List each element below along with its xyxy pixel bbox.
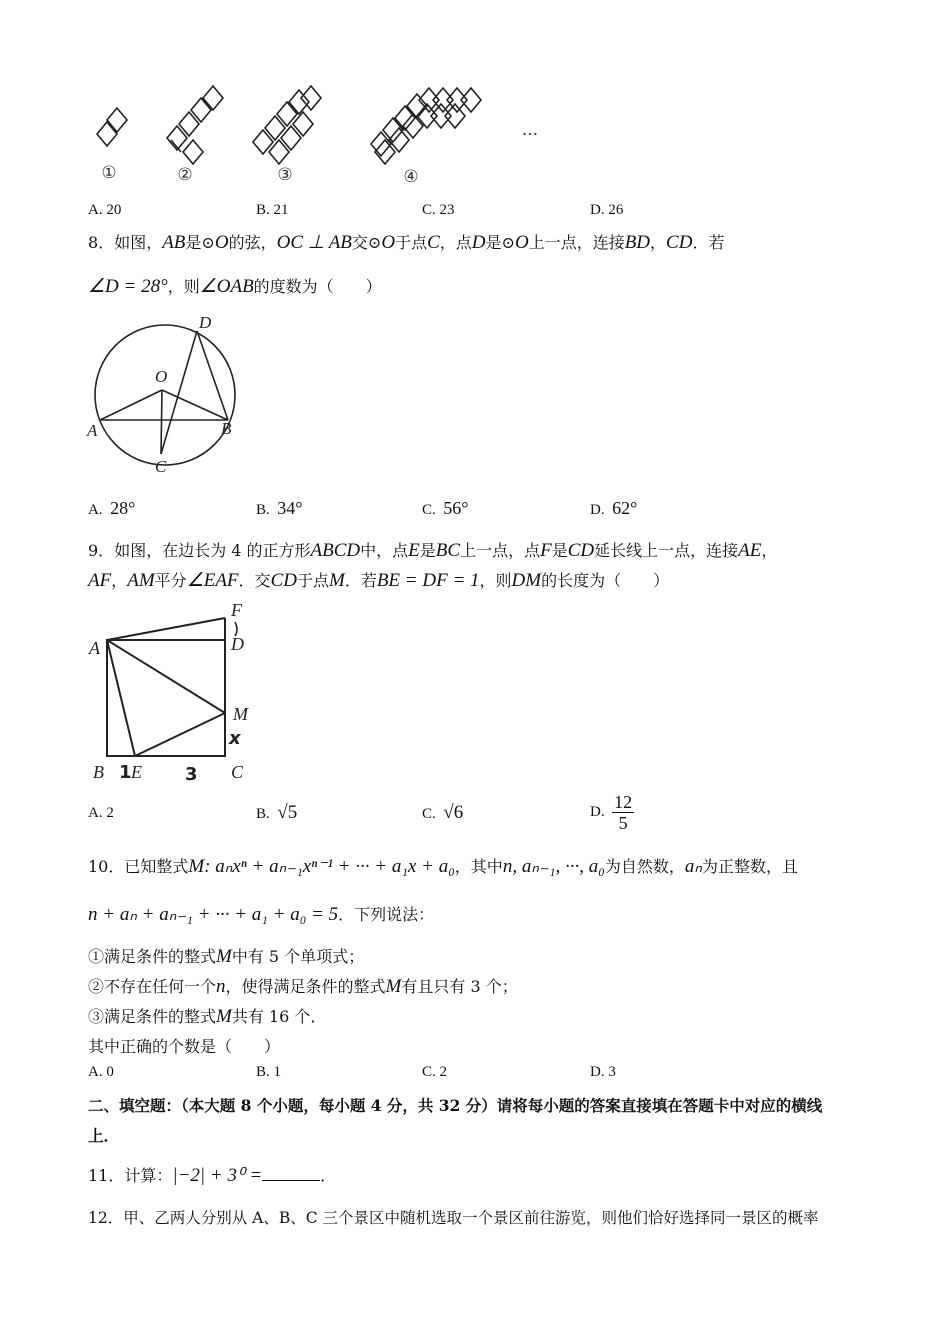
q10-option-d: D. 3 bbox=[590, 1064, 616, 1080]
q8-option-b: B. 34° bbox=[256, 498, 303, 518]
answer-blank[interactable] bbox=[262, 1166, 320, 1181]
q7-option-b: B. 21 bbox=[256, 202, 289, 218]
segment-am bbox=[107, 640, 225, 713]
q10-question: 其中正确的个数是（ ） bbox=[88, 1037, 281, 1056]
figure-label-3: ③ bbox=[277, 165, 293, 185]
q10-option-a: A. 0 bbox=[88, 1064, 114, 1080]
figure-label-2: ② bbox=[177, 165, 193, 185]
rhombus bbox=[253, 86, 321, 164]
q7-option-a: A. 20 bbox=[88, 202, 122, 218]
section-heading-line2: 上． bbox=[88, 1126, 120, 1145]
square-abcd bbox=[107, 640, 225, 756]
point-label-c: C bbox=[155, 457, 167, 476]
segment-af bbox=[107, 618, 225, 640]
point-label-b: B bbox=[221, 419, 232, 438]
q8-stem-line2: ∠D = 28°，则∠OAB的度数为（ ） bbox=[88, 276, 382, 297]
rhombus bbox=[97, 108, 127, 146]
rhombus bbox=[371, 88, 481, 164]
square-figure bbox=[85, 598, 265, 784]
segment-oc bbox=[161, 390, 162, 454]
ellipsis: ··· bbox=[521, 125, 539, 145]
segment-ae bbox=[107, 640, 135, 756]
rhombus-pattern-figure bbox=[85, 82, 555, 192]
q10-stem-line1: 10．已知整式M: aₙxⁿ + aₙ₋₁xⁿ⁻¹ + ··· + a₁x + a₀，其中n, aₙ₋₁, ···, a₀为自然数，aₙ为正整数，且 bbox=[88, 856, 798, 877]
q9-option-d: D. $\frac{12}{5}$ bbox=[590, 792, 633, 833]
q10-stem-line2: n + aₙ + aₙ₋₁ + ··· + a₁ + a₀ = 5．下列说法： bbox=[88, 904, 435, 925]
section-heading-line1: 二、填空题：（本大题 8 个小题，每小题 4 分，共 32 分）请将每小题的答案直接填在答题卡中对应的横线 bbox=[88, 1096, 823, 1115]
q10-option-b: B. 1 bbox=[256, 1064, 282, 1080]
q9-option-c: C. √6 bbox=[422, 802, 464, 823]
q9-stem-line1: 9．如图，在边长为 4 的正方形ABCD中，点E是BC上一点，点F是CD延长线上一点，连接AE， bbox=[88, 540, 778, 561]
rhombus bbox=[167, 86, 223, 164]
q8-option-d: D. 62° bbox=[590, 498, 638, 518]
circle-o bbox=[95, 325, 235, 465]
point-label-a: A bbox=[89, 638, 100, 658]
q8-option-a: A. 28° bbox=[88, 498, 136, 518]
figure-label-4: ④ bbox=[403, 167, 419, 187]
point-label-e: E bbox=[131, 762, 142, 782]
q10-statement-2: ②不存在任何一个n，使得满足条件的整式M有且只有 3 个； bbox=[88, 976, 518, 997]
q10-option-c: C. 2 bbox=[422, 1064, 448, 1080]
point-label-o: O bbox=[155, 367, 168, 386]
q8-option-c: C. 56° bbox=[422, 498, 469, 518]
q9-option-a: A. 2 bbox=[88, 805, 114, 821]
point-label-m: M bbox=[233, 704, 248, 724]
q11-stem: 11．计算：|−2| + 3⁰ = ． bbox=[88, 1165, 337, 1186]
q7-option-c: C. 23 bbox=[422, 202, 455, 218]
segment-em bbox=[135, 713, 225, 756]
q7-option-d: D. 26 bbox=[590, 202, 624, 218]
point-label-b: B bbox=[93, 762, 104, 782]
q12-stem: 12．甲、乙两人分别从 A、B、C 三个景区中随机选取一个景区前往游览，则他们恰好选择同一景区的概率 bbox=[88, 1209, 819, 1227]
point-label-a: A bbox=[87, 421, 98, 440]
q10-statement-3: ③满足条件的整式M共有 16 个． bbox=[88, 1006, 327, 1027]
q9-option-b: B. √5 bbox=[256, 802, 298, 823]
segment-oa bbox=[100, 390, 162, 420]
figure-label-1: ① bbox=[101, 163, 117, 183]
point-label-c: C bbox=[231, 762, 244, 782]
handwritten-3: 3 bbox=[185, 764, 198, 784]
handwritten-1: 1 bbox=[119, 762, 132, 783]
point-label-f: F bbox=[231, 600, 242, 620]
fraction: $\frac{12}{5}$ bbox=[614, 792, 633, 833]
circle-figure bbox=[85, 312, 245, 477]
q9-stem-line2: AF，AM平分∠EAF．交CD于点M．若BE = DF = 1，则DM的长度为（ ） bbox=[88, 570, 670, 591]
point-label-d: D bbox=[231, 634, 244, 654]
handwritten-x: x bbox=[229, 728, 241, 749]
q10-statement-1: ①满足条件的整式M中有 5 个单项式； bbox=[88, 946, 365, 967]
q8-stem-line1: 8．如图，AB是⊙O的弦，OC ⊥ AB交⊙O于点C，点D是⊙O上一点，连接BD，CD．若 bbox=[88, 232, 725, 253]
point-label-d: D bbox=[199, 313, 212, 332]
